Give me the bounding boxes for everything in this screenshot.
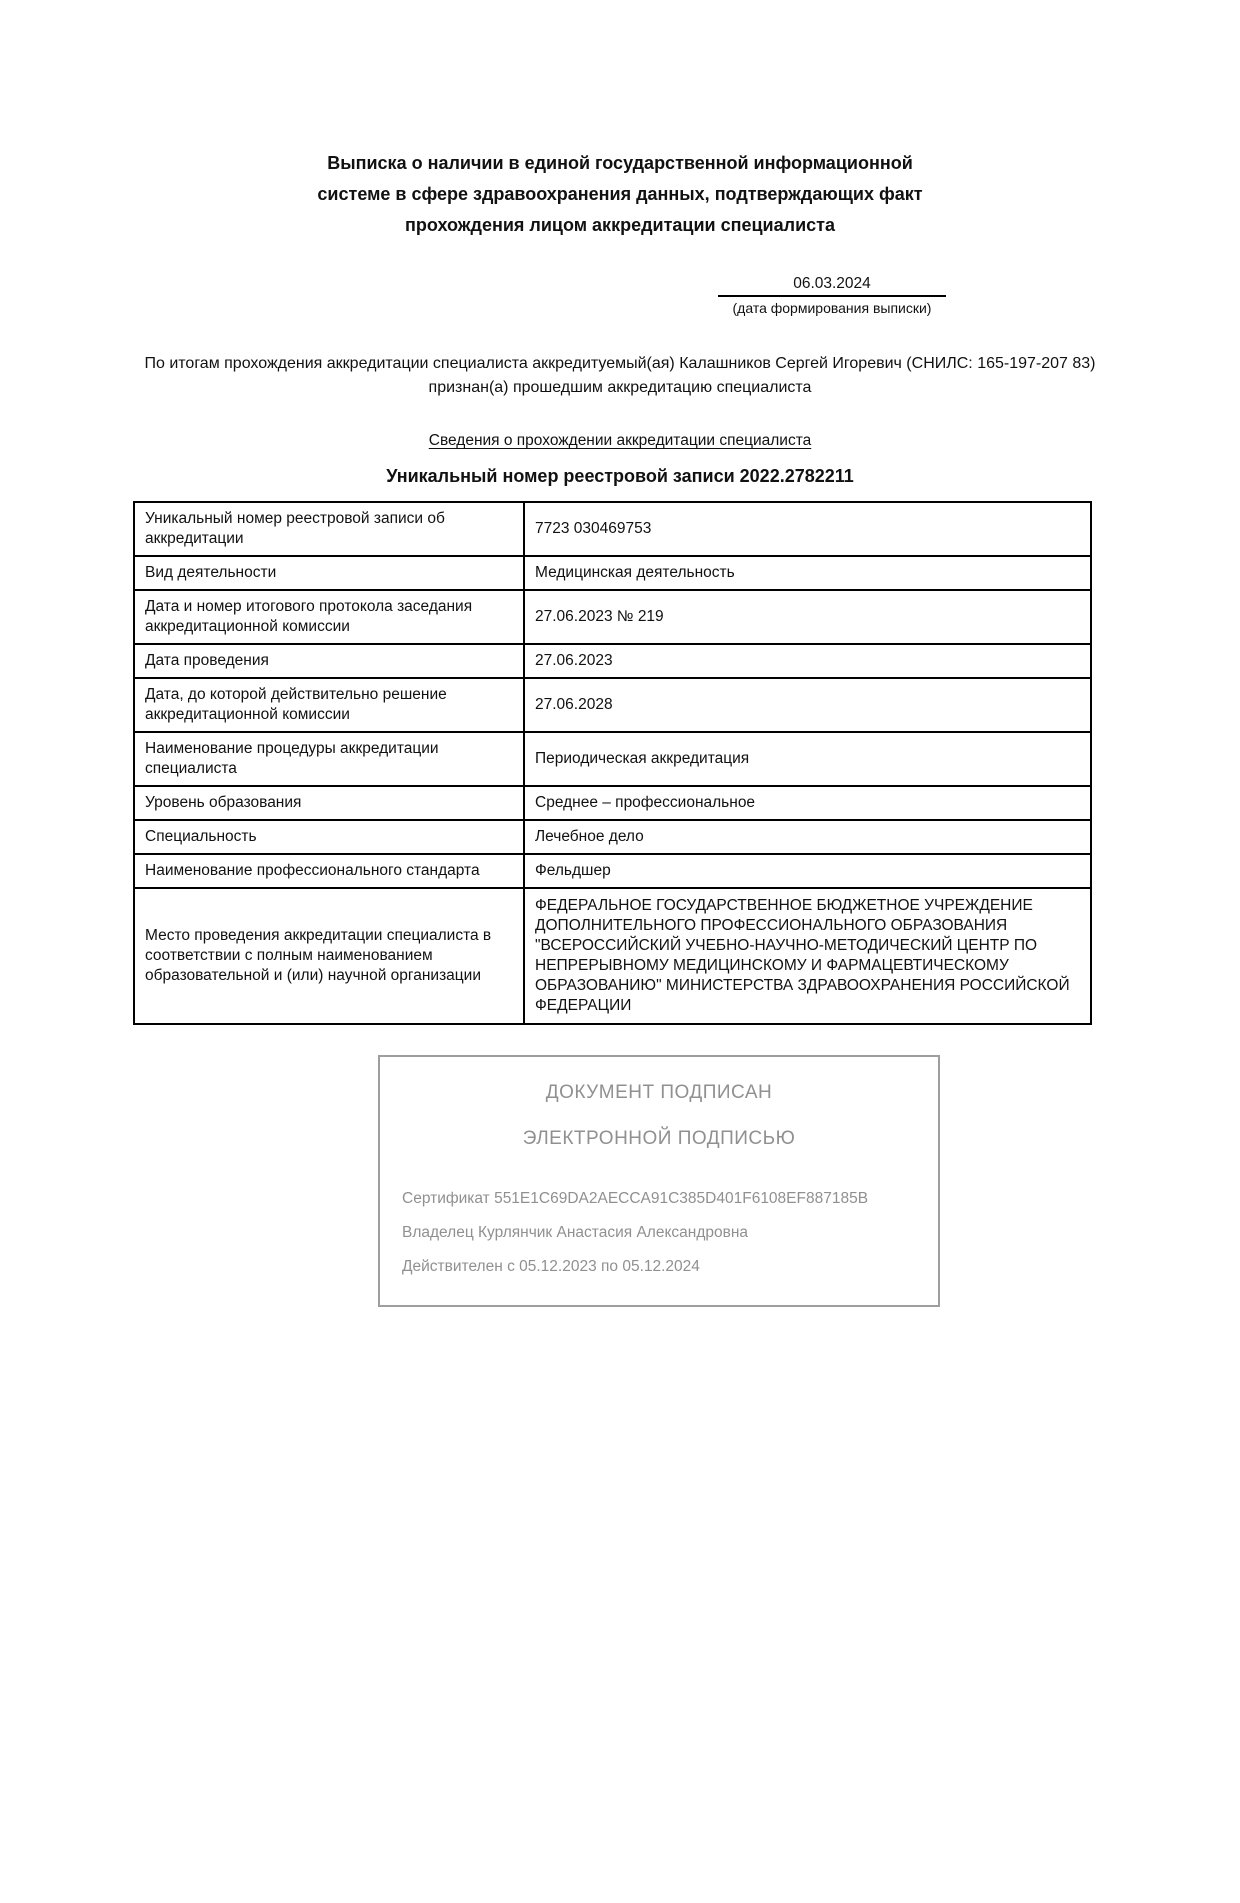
issue-date: 06.03.2024 bbox=[718, 275, 946, 297]
table-row-activity-type bbox=[134, 556, 1091, 590]
table-row-label: Уровень образования bbox=[134, 786, 524, 820]
document-title bbox=[0, 148, 1240, 241]
table-row-value: Среднее – профессиональное bbox=[524, 786, 1091, 820]
intro-line-2: признан(а) прошедшим аккредитацию специалиста bbox=[428, 379, 812, 396]
table-row-organization bbox=[134, 888, 1091, 1024]
table-row-registry-number bbox=[134, 502, 1091, 556]
table-row-value: 27.06.2023 bbox=[524, 644, 1091, 678]
signature-owner: Владелец Курлянчик Анастасия Александровна bbox=[402, 1224, 749, 1241]
table-row-value: Периодическая аккредитация bbox=[524, 732, 1091, 786]
table-row-label: Дата и номер итогового протокола заседания аккредитационной комиссии bbox=[134, 590, 524, 644]
table-row-value: Медицинская деятельность bbox=[524, 556, 1091, 590]
table-row-value: 27.06.2028 bbox=[524, 678, 1091, 732]
signature-validity: Действителен с 05.12.2023 по 05.12.2024 bbox=[402, 1258, 700, 1275]
table-row-label: Дата проведения bbox=[134, 644, 524, 678]
registry-record-number: Уникальный номер реестровой записи 2022.2782211 bbox=[386, 466, 854, 486]
table-row-date-held bbox=[134, 644, 1091, 678]
table-row-specialty bbox=[134, 820, 1091, 854]
table-row-label: Уникальный номер реестровой записи об аккредитации bbox=[134, 502, 524, 556]
signature-title-line-1: ДОКУМЕНТ ПОДПИСАН bbox=[545, 1082, 773, 1103]
document-title-line-1: Выписка о наличии в единой государственной информационной bbox=[327, 153, 913, 173]
table-row-value: ФЕДЕРАЛЬНОЕ ГОСУДАРСТВЕННОЕ БЮДЖЕТНОЕ УЧРЕЖДЕНИЕ ДОПОЛНИТЕЛЬНОГО ПРОФЕССИОНАЛЬНОГО ОБРАЗОВАНИЯ "ВСЕРОССИЙСКИЙ УЧЕБНО-НАУЧНО-МЕТОДИЧЕСКИЙ ЦЕНТР ПО НЕПРЕРЫВНОМУ МЕДИЦИНСКОМУ И ФАРМАЦЕВТИЧЕСКОМУ ОБРАЗОВАНИЮ" МИНИСТЕРСТВА ЗДРАВООХРАНЕНИЯ РОССИЙСКОЙ ФЕДЕРАЦИИ bbox=[524, 888, 1091, 1024]
document-page bbox=[0, 148, 1240, 1903]
issue-date-caption: (дата формирования выписки) bbox=[732, 300, 932, 316]
section-heading: Сведения о прохождении аккредитации специалиста bbox=[428, 432, 812, 449]
table-row-label: Наименование профессионального стандарта bbox=[134, 854, 524, 888]
signature-stamp bbox=[378, 1055, 940, 1307]
table-row-value: Фельдшер bbox=[524, 854, 1091, 888]
table-row-label: Специальность bbox=[134, 820, 524, 854]
table-row-procedure-name bbox=[134, 732, 1091, 786]
intro-line-1: По итогам прохождения аккредитации специалиста аккредитуемый(ая) Калашников Сергей Игоревич (СНИЛС: 165-197-207 83) bbox=[144, 355, 1096, 372]
table-row-label: Наименование процедуры аккредитации специалиста bbox=[134, 732, 524, 786]
table-row-label: Вид деятельности bbox=[134, 556, 524, 590]
document-title-line-2: системе в сфере здравоохранения данных, подтверждающих факт bbox=[317, 184, 923, 204]
table-row-value: 27.06.2023 № 219 bbox=[524, 590, 1091, 644]
issue-date-block bbox=[718, 275, 946, 316]
intro-paragraph bbox=[120, 352, 1120, 400]
table-row-professional-standard bbox=[134, 854, 1091, 888]
table-row-value: 7723 030469753 bbox=[524, 502, 1091, 556]
document-title-line-3: прохождения лицом аккредитации специалиста bbox=[405, 215, 835, 235]
table-row-protocol bbox=[134, 590, 1091, 644]
signature-title-line-2: ЭЛЕКТРОННОЙ ПОДПИСЬЮ bbox=[522, 1128, 796, 1149]
table-row-valid-until bbox=[134, 678, 1091, 732]
table-row-education-level bbox=[134, 786, 1091, 820]
table-row-label: Место проведения аккредитации специалиста в соответствии с полным наименованием образовательной и (или) научной организации bbox=[134, 888, 524, 1024]
table-row-value: Лечебное дело bbox=[524, 820, 1091, 854]
table-row-label: Дата, до которой действительно решение аккредитационной комиссии bbox=[134, 678, 524, 732]
signature-certificate: Сертификат 551E1C69DA2AECCA91C385D401F6108EF887185B bbox=[402, 1190, 869, 1207]
accreditation-table bbox=[133, 501, 1092, 1025]
